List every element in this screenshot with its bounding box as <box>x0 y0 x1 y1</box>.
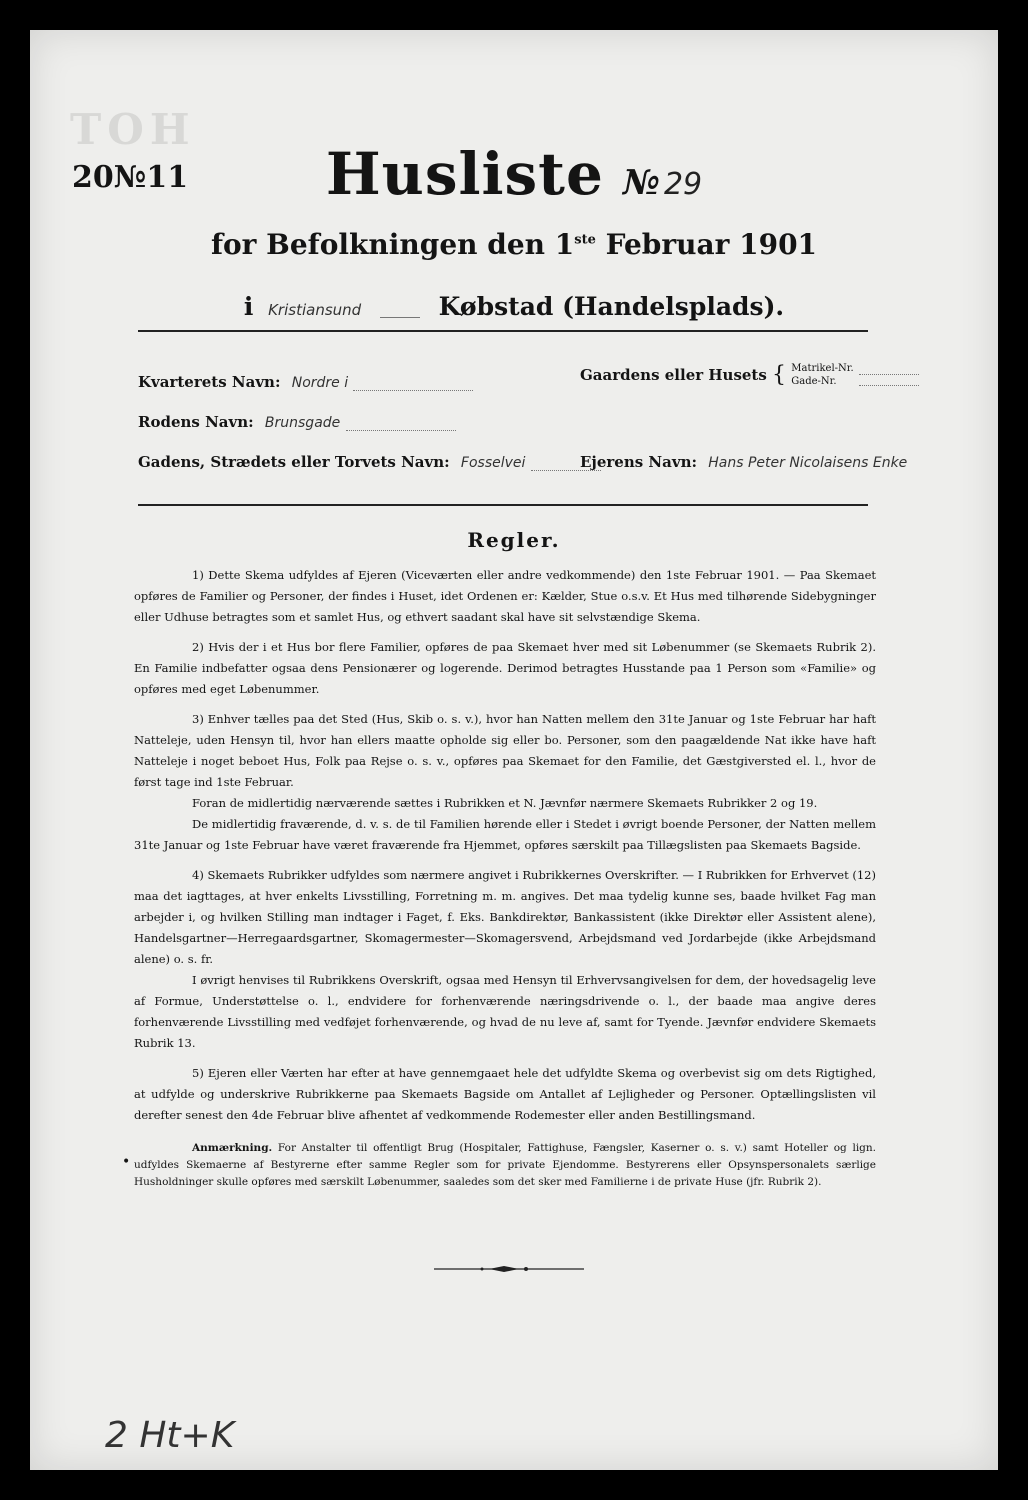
remark-text: For Anstalter til offentligt Brug (Hospitaler, Fattighuse, Fængsler, Kaserner o. s. v.) samt Hoteller og lign. udfyldes Skemaerne af Bestyrerne efter samme Regler som for private Ejendomme. Bestyrerens eller Opsynspersonalets særlige Husholdninger skulle opføres med særskilt Løbenummer, saaledes som det sker med Familierne i de private Huse (jfr. Rubrik 2). <box>134 1142 876 1188</box>
rule-1: 1) Dette Skema udfyldes af Ejeren (Viceværten eller andre vedkommende) den 1ste Februar 1901. — Paa Skemaet opføres de Familier og Personer, der findes i Huset, idet Ordenen er: Kælder, Stue o.s.v. Et Hus med tilhørende Sidebygninger eller Udhuse betragtes som et samlet Hus, og ethvert saadant skal have sit selvstændige Skema. <box>134 568 876 624</box>
corner-number: 20№11 <box>72 160 189 195</box>
gaden-value: Fosselvei <box>460 455 526 471</box>
roden-value: Brunsgade <box>264 415 341 431</box>
form-title <box>30 140 998 208</box>
remark-label: Anmærkning. <box>192 1142 273 1154</box>
city-line: i Kristiansund Købstad (Handelsplads). <box>243 292 785 321</box>
title-text: Husliste <box>325 140 604 208</box>
rule-3b: Foran de midlertidig nærværende sættes i Rubrikken et N. Jævnfør nærmere Skemaets Rubrikker 2 og 19. <box>192 796 818 810</box>
mid-divider <box>138 504 868 506</box>
brace: { <box>772 362 787 388</box>
bleed-through-text: TOH <box>70 105 196 154</box>
ejer-value: Hans Peter Nicolaisens Enke <box>708 455 908 471</box>
ejer-field: Ejerens Navn: Hans Peter Nicolaisens Enke <box>580 453 908 471</box>
remark <box>134 1140 876 1191</box>
number-value: 29 <box>663 167 703 202</box>
gaard-field: Gaardens eller Husets { Matrikel-Nr. Gade-Nr. <box>580 362 919 388</box>
kvarter-value: Nordre i <box>291 375 349 391</box>
kvarter-field: Kvarterets Navn: Nordre i <box>138 373 473 391</box>
city-handwritten: Kristiansund <box>268 301 362 319</box>
rules-heading: Regler. <box>467 528 561 552</box>
rule-4: 4) Skemaets Rubrikker udfyldes som nærmere angivet i Rubrikkernes Overskrifter. — I Rubrikken for Erhvervet (12) maa det iagttages, at hver enkelts Livsstilling, Forretning m. m. angives. Det maa tydelig kunne ses, baade hvilket Fag man arbejder i, og hvilken Stilling man indtager i Faget, f. Eks. Bankdirektør, Bankassistent (ikke Direktør eller Assistent alene), Handelsgartner—Herregaardsgartner, Skomagermester—Skomagersvend, Arbejdsmand ved Jordarbejde (ikke Arbejdsmand alene) o. s. fr. <box>134 868 876 966</box>
rule-3c: De midlertidig fraværende, d. v. s. de til Familien hørende eller i Stedet i øvrigt boende Personer, der Natten mellem 31te Januar og 1ste Februar have været fraværende fra Hjemmet, opføres særskilt paa Tillægslisten paa Skemaets Bagside. <box>134 817 876 852</box>
kvarter-line <box>353 376 473 391</box>
rule-2: 2) Hvis der i et Hus bor flere Familier, opføres de paa Skemaet hver med sit Løbenummer (se Skemaets Rubrik 2). En Familie indbefatter ogsaa dens Pensionærer og logerende. Derimod betragtes Husstande paa 1 Person som «Familie» og opføres med eget Løbenummer. <box>134 640 876 696</box>
number-label: № <box>622 163 660 203</box>
margin-dot: • <box>122 1154 131 1170</box>
rule-3: 3) Enhver tælles paa det Sted (Hus, Skib o. s. v.), hvor han Natten mellem den 31te Januar og 1ste Februar har haft Natteleje, uden Hensyn til, hvor han ellers maatte opholde sig eller bo. Personer, som den paagældende Nat ikke have haft Natteleje i noget beboet Hus, Folk paa Rejse o. s. v., opføres paa Skemaet for den Familie, det Gæstgiversted el. l., hvor de først tage ind 1ste Februar. <box>134 712 876 789</box>
top-divider <box>138 330 868 332</box>
rule-4b: I øvrigt henvises til Rubrikkens Overskrift, ogsaa med Hensyn til Erhvervsangivelsen for dem, der hovedsagelig leve af Formue, Understøttelse o. l., endvidere for forhenværende næringsdrivende o. l., der baade maa angive deres forhenværende Livsstilling med vedføjet forhenværende, og hvad de nu leve af, samt for Tyende. Jævnfør endvidere Skemaets Rubrik 13. <box>134 973 876 1050</box>
rule-5: 5) Ejeren eller Værten har efter at have gennemgaaet hele det udfyldte Skema og overbevist sig om dets Rigtighed, at udfylde og underskrive Rubrikkerne paa Skemaets Bagside om Antallet af Lejligheder og Personer. Optællingslisten vil derefter senest den 4de Februar blive afhentet af vedkommende Rodemester eller anden Bestillingsmand. <box>134 1066 876 1122</box>
city-underline <box>380 299 420 318</box>
matrikel-label: Matrikel-Nr. <box>791 363 854 374</box>
gaden-field: Gadens, Strædets eller Torvets Navn: Fosselvei <box>138 453 601 471</box>
rules-body <box>134 565 876 1200</box>
gade-nr-label: Gade-Nr. <box>791 376 837 387</box>
ornament-divider-icon <box>434 1264 584 1274</box>
census-form-page <box>30 30 998 1470</box>
margin-handwriting: 2 Ht+K <box>105 1415 235 1456</box>
form-subtitle: for Befolkningen den 1ste Februar 1901 <box>210 228 818 261</box>
roden-field: Rodens Navn: Brunsgade <box>138 413 456 431</box>
roden-line <box>346 416 456 431</box>
